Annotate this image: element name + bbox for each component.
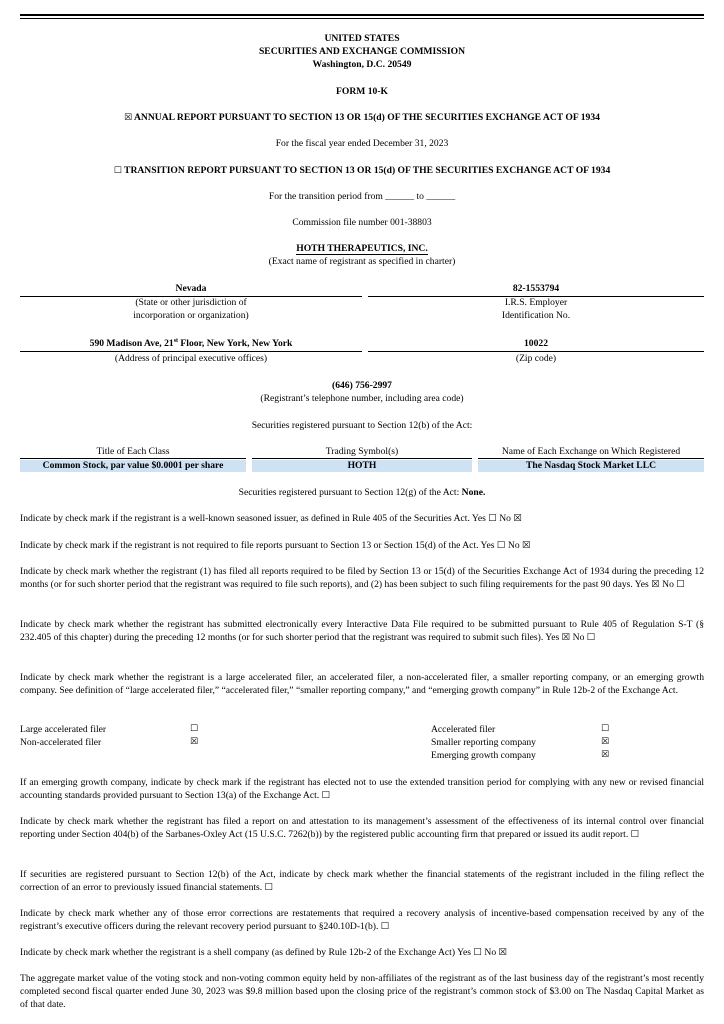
ein-value: 82-1553794 [368,283,704,297]
large-accelerated-checkbox: ☐ [190,724,199,734]
question-not-required: Indicate by check mark if the registrant is not required to file reports pursuant to Section 13 or Section 15(d) of the Act. Yes ☐ No ☒ [20,540,531,551]
registrant-name-block [20,243,704,254]
ein-caption-2: Identification No. [501,310,571,321]
top-rule [20,14,704,16]
header-line1: UNITED STATES [324,33,400,44]
accelerated-label: Accelerated filer [431,724,496,735]
fiscal-year: For the fiscal year ended December 31, 2023 [275,138,449,149]
zip-value: 10022 [368,338,704,352]
question-interactive-data: Indicate by check mark whether the registrant has submitted electronically every Interactive Data File required to be submitted pursuant to Rule 405 of Regulation S-T (§ 232.405 of this chapter) during the preceding 12 months (or for such shorter period that the registrant was required to submit such files). Yes ☒ No ☐ [20,619,704,644]
table-header-symbol: Trading Symbol(s) [252,446,472,459]
section-12g-line: Securities registered pursuant to Section 12(g) of the Act: None. [238,487,486,498]
question-attestation: Indicate by check mark whether the registrant has filed a report on and attestation to its management’s assessment of the effectiveness of its internal control over financial reporting under Section 404(b) of the Sarbanes-Oxley Act (15 U.S.C. 7262(b)) by the registered public accounting firm that prepared or issued its audit report. ☐ [20,816,704,841]
state-value: Nevada [20,283,362,297]
non-accelerated-label: Non-accelerated filer [20,737,102,748]
zip-caption: (Zip code) [515,353,557,364]
transition-checkbox-icon: ☐ [113,166,122,176]
state-caption-2: incorporation or organization) [133,310,249,321]
phone-number: (646) 756-2997 [332,380,392,391]
annual-report-label: ANNUAL REPORT PURSUANT TO SECTION 13 OR 15(d) OF THE SECURITIES EXCHANGE ACT OF 1934 [134,112,600,123]
smaller-reporting-label: Smaller reporting company [431,737,536,748]
registrant-name-caption: (Exact name of registrant as specified in charter) [268,256,456,267]
commission-file-number: Commission file number 001-38803 [292,217,432,228]
table-header-exchange: Name of Each Exchange on Which Registered [478,446,704,459]
question-restatement: Indicate by check mark whether any of those error corrections are restatements that required a recovery analysis of incentive-based compensation received by any of the registrant’s executive officers during the relevant recovery period pursuant to §240.10D-1(b). ☐ [20,908,704,933]
transition-period: For the transition period from ______ to ______ [268,191,456,202]
address-caption: (Address of principal executive offices) [114,353,268,364]
market-value-statement: The aggregate market value of the voting stock and non-voting common equity held by non-affiliates of the registrant as of the last business day of the registrant’s most recently completed second fiscal quarter ended June 30, 2023 was $9.8 million based upon the closing price of the registrant’s common stock of $3.00 on The Nasdaq Capital Market as of that date. [20,973,704,1011]
state-caption-1: (State or other jurisdiction of [135,297,247,308]
emerging-growth-checkbox: ☒ [601,750,610,760]
table-cell-symbol: HOTH [252,460,472,472]
form-type: FORM 10-K [336,86,388,97]
ein-caption-1: I.R.S. Employer [504,297,568,308]
header-line3: Washington, D.C. 20549 [312,59,412,70]
annual-checkbox-icon: ☒ [124,113,133,123]
transition-report-option [20,165,704,176]
address-value: 590 Madison Ave, 21st Floor, New York, New York [20,338,362,352]
question-filed-all-reports: Indicate by check mark whether the registrant (1) has filed all reports required to be filed by Section 13 or 15(d) of the Securities Exchange Act of 1934 during the preceding 12 months (or for such shorter period that the registrant was required to file such reports), and (2) has been subject to such filing requirements for the past 90 days. Yes ☒ No ☐ [20,566,704,591]
section-12b-heading: Securities registered pursuant to Section 12(b) of the Act: [251,420,473,431]
question-wksi: Indicate by check mark if the registrant is a well-known seasoned issuer, as defined in Rule 405 of the Securities Act. Yes ☐ No ☒ [20,513,522,524]
table-cell-exchange: The Nasdaq Stock Market LLC [478,460,704,472]
emerging-growth-label: Emerging growth company [431,750,536,761]
smaller-reporting-checkbox: ☒ [601,737,610,747]
transition-report-label: TRANSITION REPORT PURSUANT TO SECTION 13 OR 15(d) OF THE SECURITIES EXCHANGE ACT OF 1934 [124,165,611,176]
question-shell-company: Indicate by check mark whether the registrant is a shell company (as defined by Rule 12b-2 of the Exchange Act) Yes ☐ No ☒ [20,947,508,958]
large-accelerated-label: Large accelerated filer [20,724,107,735]
table-header-title: Title of Each Class [20,446,246,459]
non-accelerated-checkbox: ☒ [190,737,199,747]
registrant-name: HOTH THERAPEUTICS, INC. [296,243,428,254]
annual-report-option [20,112,704,123]
top-rule-thin [20,18,704,19]
question-error-correction: If securities are registered pursuant to Section 12(b) of the Act, indicate by check mark whether the financial statements of the registrant included in the filing reflect the correction of an error to previously issued financial statements. ☐ [20,869,704,894]
phone-caption: (Registrant’s telephone number, including area code) [260,393,464,404]
accelerated-checkbox: ☐ [601,724,610,734]
question-filer-type: Indicate by check mark whether the registrant is a large accelerated filer, an accelerated filer, a non-accelerated filer, a smaller reporting company, or an emerging growth company. See definition of “large accelerated filer,” “accelerated filer,” “smaller reporting company,” and “emerging growth company” in Rule 12b-2 of the Exchange Act. [20,672,704,697]
question-emerging-election: If an emerging growth company, indicate by check mark if the registrant has elected not to use the extended transition period for complying with any new or revised financial accounting standards provided pursuant to Section 13(a) of the Exchange Act. ☐ [20,777,704,802]
table-cell-class: Common Stock, par value $0.0001 per share [20,460,246,472]
header-line2: SECURITIES AND EXCHANGE COMMISSION [258,46,466,57]
